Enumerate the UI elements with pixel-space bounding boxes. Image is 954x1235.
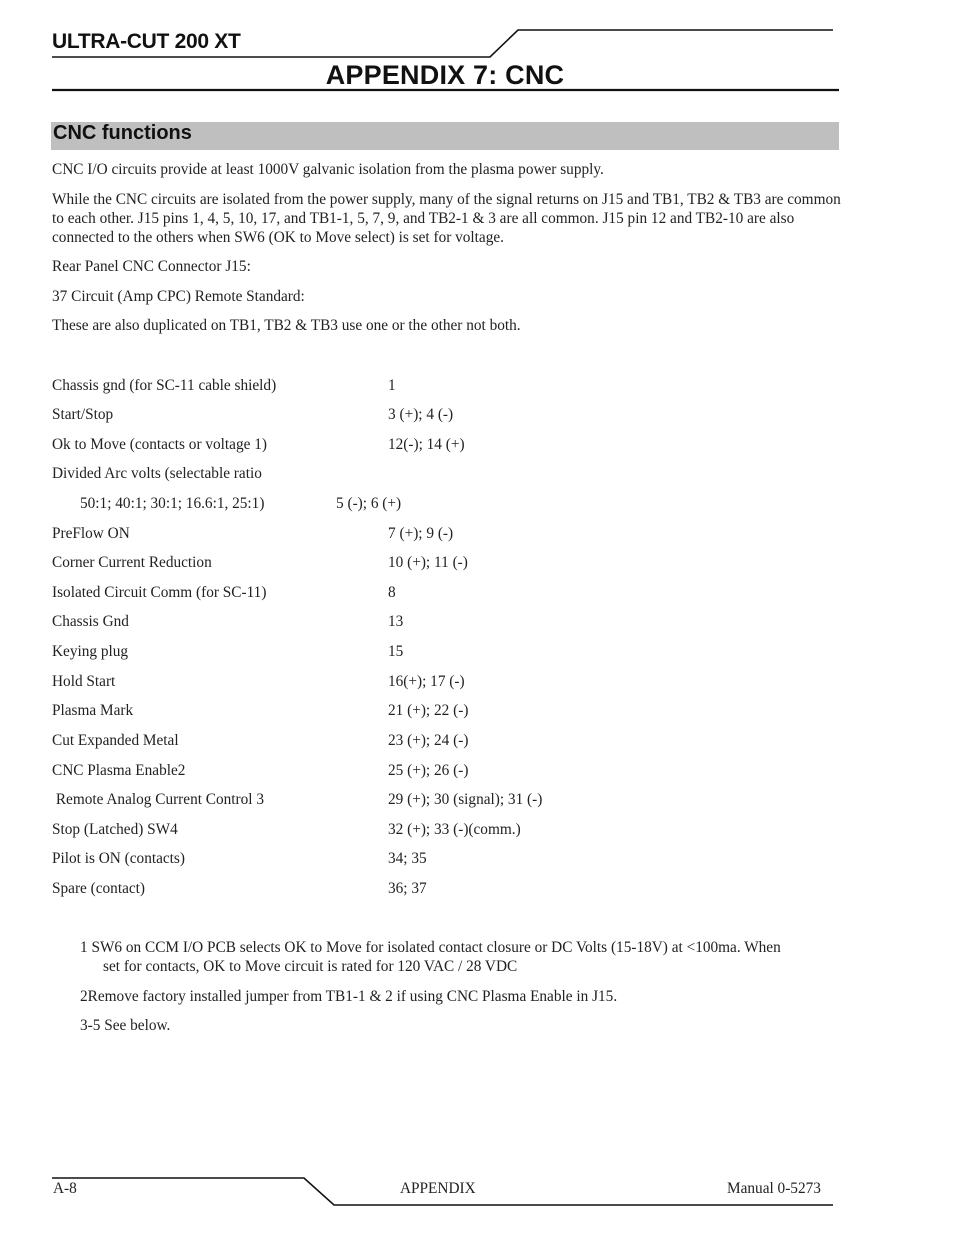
footnote-2: 2Remove factory installed jumper from TB1-1 & 2 if using CNC Plasma Enable in J15. — [80, 988, 618, 1005]
intro-paragraph-5: These are also duplicated on TB1, TB2 & TB3 use one or the other not both. — [52, 317, 521, 334]
pin-value: 7 (+); 9 (-) — [388, 525, 454, 542]
pin-value: 36; 37 — [388, 880, 427, 897]
product-name: ULTRA-CUT 200 XT — [52, 30, 241, 53]
pin-label: Keying plug — [52, 643, 129, 660]
footnote-1-line-2: set for contacts, OK to Move circuit is rated for 120 VAC / 28 VDC — [103, 958, 518, 975]
pin-value: 15 — [388, 643, 404, 660]
pin-label: Isolated Circuit Comm (for SC-11) — [52, 584, 267, 601]
footnote-1-line-1: 1 SW6 on CCM I/O PCB selects OK to Move for isolated contact closure or DC Volts (15-18V) at <100ma. When — [80, 939, 781, 956]
page-title: APPENDIX 7: CNC — [325, 60, 565, 90]
pin-value: 8 — [388, 584, 396, 601]
pin-label: Divided Arc volts (selectable ratio — [52, 465, 262, 482]
pin-value: 1 — [388, 377, 396, 394]
pin-label: Stop (Latched) SW4 — [52, 821, 178, 838]
pin-label: 50:1; 40:1; 30:1; 16.6:1, 25:1) — [80, 495, 265, 512]
pin-value: 34; 35 — [388, 850, 427, 867]
intro-paragraph-3: Rear Panel CNC Connector J15: — [52, 258, 251, 275]
pin-label: Ok to Move (contacts or voltage 1) — [52, 436, 267, 453]
pin-label: Pilot is ON (contacts) — [52, 850, 185, 867]
footer-section: APPENDIX — [400, 1180, 476, 1197]
pin-value: 32 (+); 33 (-)(comm.) — [388, 821, 521, 838]
footnote-3: 3-5 See below. — [80, 1017, 171, 1034]
footer-manual-number: Manual 0-5273 — [727, 1180, 821, 1197]
pin-value: 23 (+); 24 (-) — [388, 732, 469, 749]
pin-value: 5 (-); 6 (+) — [336, 495, 402, 512]
pin-value: 3 (+); 4 (-) — [388, 406, 454, 423]
section-header — [51, 122, 839, 150]
pin-value: 21 (+); 22 (-) — [388, 702, 469, 719]
pin-label: Plasma Mark — [52, 702, 134, 719]
pin-value: 29 (+); 30 (signal); 31 (-) — [388, 791, 543, 808]
intro-paragraph-2: While the CNC circuits are isolated from the power supply, many of the signal returns on J15 and TB1, TB2 & TB3 are common to each other. J15 pins 1, 4, 5, 10, 17, and TB1-1, 5, 7, 9, and TB2-1 & 3 are all common. J15 pin 12 and TB2-10 are also connected to the others when SW6 (OK to Move select) is set for voltage. — [52, 191, 841, 246]
pin-value: 25 (+); 26 (-) — [388, 762, 469, 779]
pin-value: 10 (+); 11 (-) — [388, 554, 468, 571]
pin-label: Chassis Gnd — [52, 613, 129, 630]
intro-paragraph-1: CNC I/O circuits provide at least 1000V galvanic isolation from the plasma power supply. — [52, 161, 604, 178]
pin-label: PreFlow ON — [52, 525, 130, 542]
pin-label: CNC Plasma Enable2 — [52, 762, 186, 779]
pin-label: Remote Analog Current Control 3 — [52, 791, 265, 808]
pin-label: Chassis gnd (for SC-11 cable shield) — [52, 377, 277, 394]
footer-page-number: A-8 — [53, 1180, 77, 1197]
pin-label: Corner Current Reduction — [52, 554, 212, 571]
intro-paragraph-4: 37 Circuit (Amp CPC) Remote Standard: — [52, 288, 305, 305]
pin-label: Spare (contact) — [52, 880, 146, 897]
section-heading: CNC functions — [53, 122, 192, 144]
pin-value: 16(+); 17 (-) — [388, 673, 465, 690]
pin-label: Start/Stop — [52, 406, 114, 423]
pin-value: 13 — [388, 613, 404, 630]
pin-label: Hold Start — [52, 673, 116, 690]
footnote-1 — [80, 938, 842, 976]
pin-value: 12(-); 14 (+) — [388, 436, 465, 453]
pin-label: Cut Expanded Metal — [52, 732, 179, 749]
